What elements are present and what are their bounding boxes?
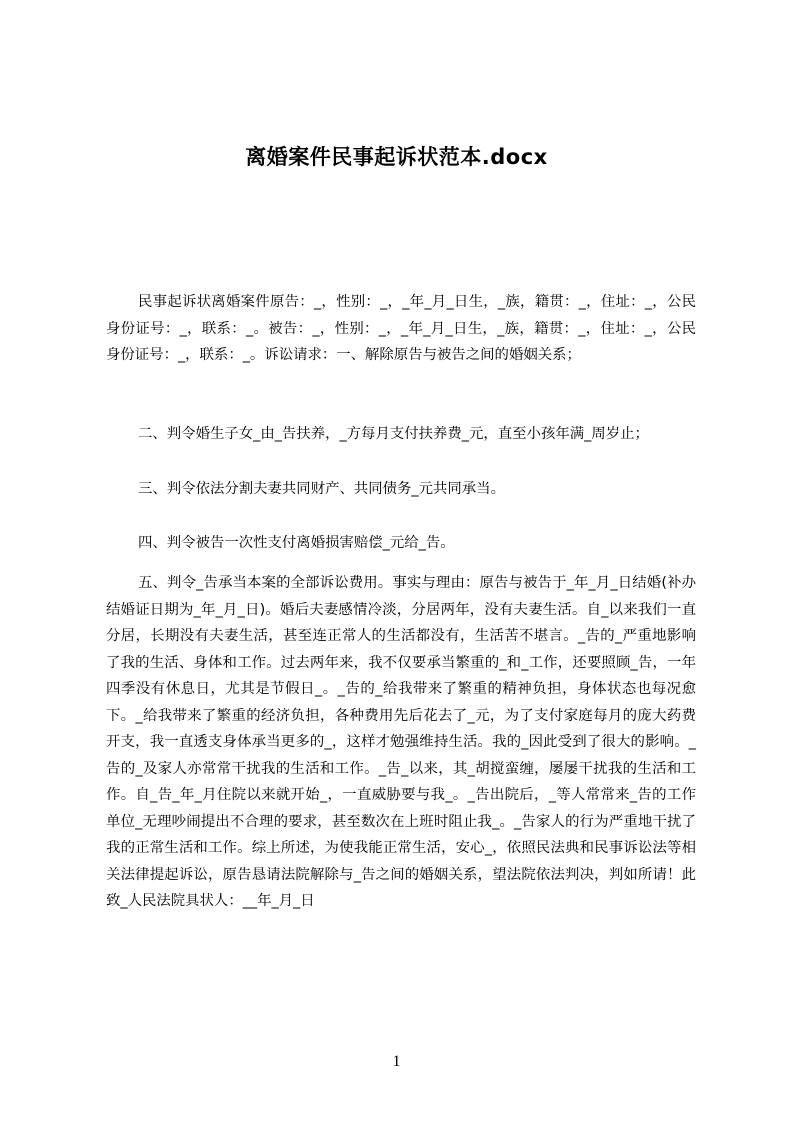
paragraph-facts-and-reasons: 五、判令_告承当本案的全部诉讼费用。事实与理由：原告与被告于_年_月_日结婚(补办结婚证日期为_年_月_日)。婚后夫妻感情冷淡，分居两年，没有夫妻生活。自_以来我们一直分居，长期没有夫妻生活，甚至连正常人的生活都没有，生活苦不堪言。_告的_严重地影响了我的生活、身体和工作。过去两年来，我不仅要承当繁重的_和_工作，还要照顾_告，一年四季没有休息日，尤其是节假日_。_告的_给我带来了繁重的精神负担，身体状态也每况愈下。_给我带来了繁重的经济负担，各种费用先后花去了_元，为了支付家庭每月的庞大药费开支，我一直透支身体承当更多的_，这样才勉强维持生活。我的_因此受到了很大的影响。_告的_及家人亦常常干扰我的生活和工作。_告_以来，其_胡搅蛮缠，屡屡干扰我的生活和工作。自_告_年_月住院以来就开始_，一直威胁要与我_。_告出院后，_等人常常来_告的工作单位_无理吵闹提出不合理的要求，甚至数次在上班时阻止我_。_告家人的行为严重地干扰了我的正常生活和工作。综上所述，为使我能正常生活，安心_，依照民法典和民事诉讼法等相关法律提起诉讼，原告恳请法院解除与_告之间的婚姻关系，望法院依法判决，判如所请！此致_人民法院具状人：__年_月_日 — [106, 575, 696, 909]
paragraph-plaintiff-defendant-info: 民事起诉状离婚案件原告：_，性别：_，_年_月_日生，_族，籍贯：_，住址：_，公民身份证号：_，联系：_。被告：_，性别：_，_年_月_日生，_族，籍贯：_，住址：_，公民身份证号：_，联系：_。诉讼请求：一、解除原告与被告之间的婚姻关系； — [106, 294, 696, 363]
paragraph-claim-property: 三、判令依法分割夫妻共同财产、共同债务_元共同承当。 — [138, 481, 505, 497]
paragraph-claim-compensation: 四、判令被告一次性支付离婚损害赔偿_元给_告。 — [138, 535, 455, 551]
page-number: 1 — [392, 1053, 401, 1070]
document-title: 离婚案件民事起诉状范本.docx — [245, 145, 548, 169]
paragraph-claim-custody: 二、判令婚生子女_由_告扶养，_方每月支付扶养费_元，直至小孩年满_周岁止； — [138, 426, 649, 442]
